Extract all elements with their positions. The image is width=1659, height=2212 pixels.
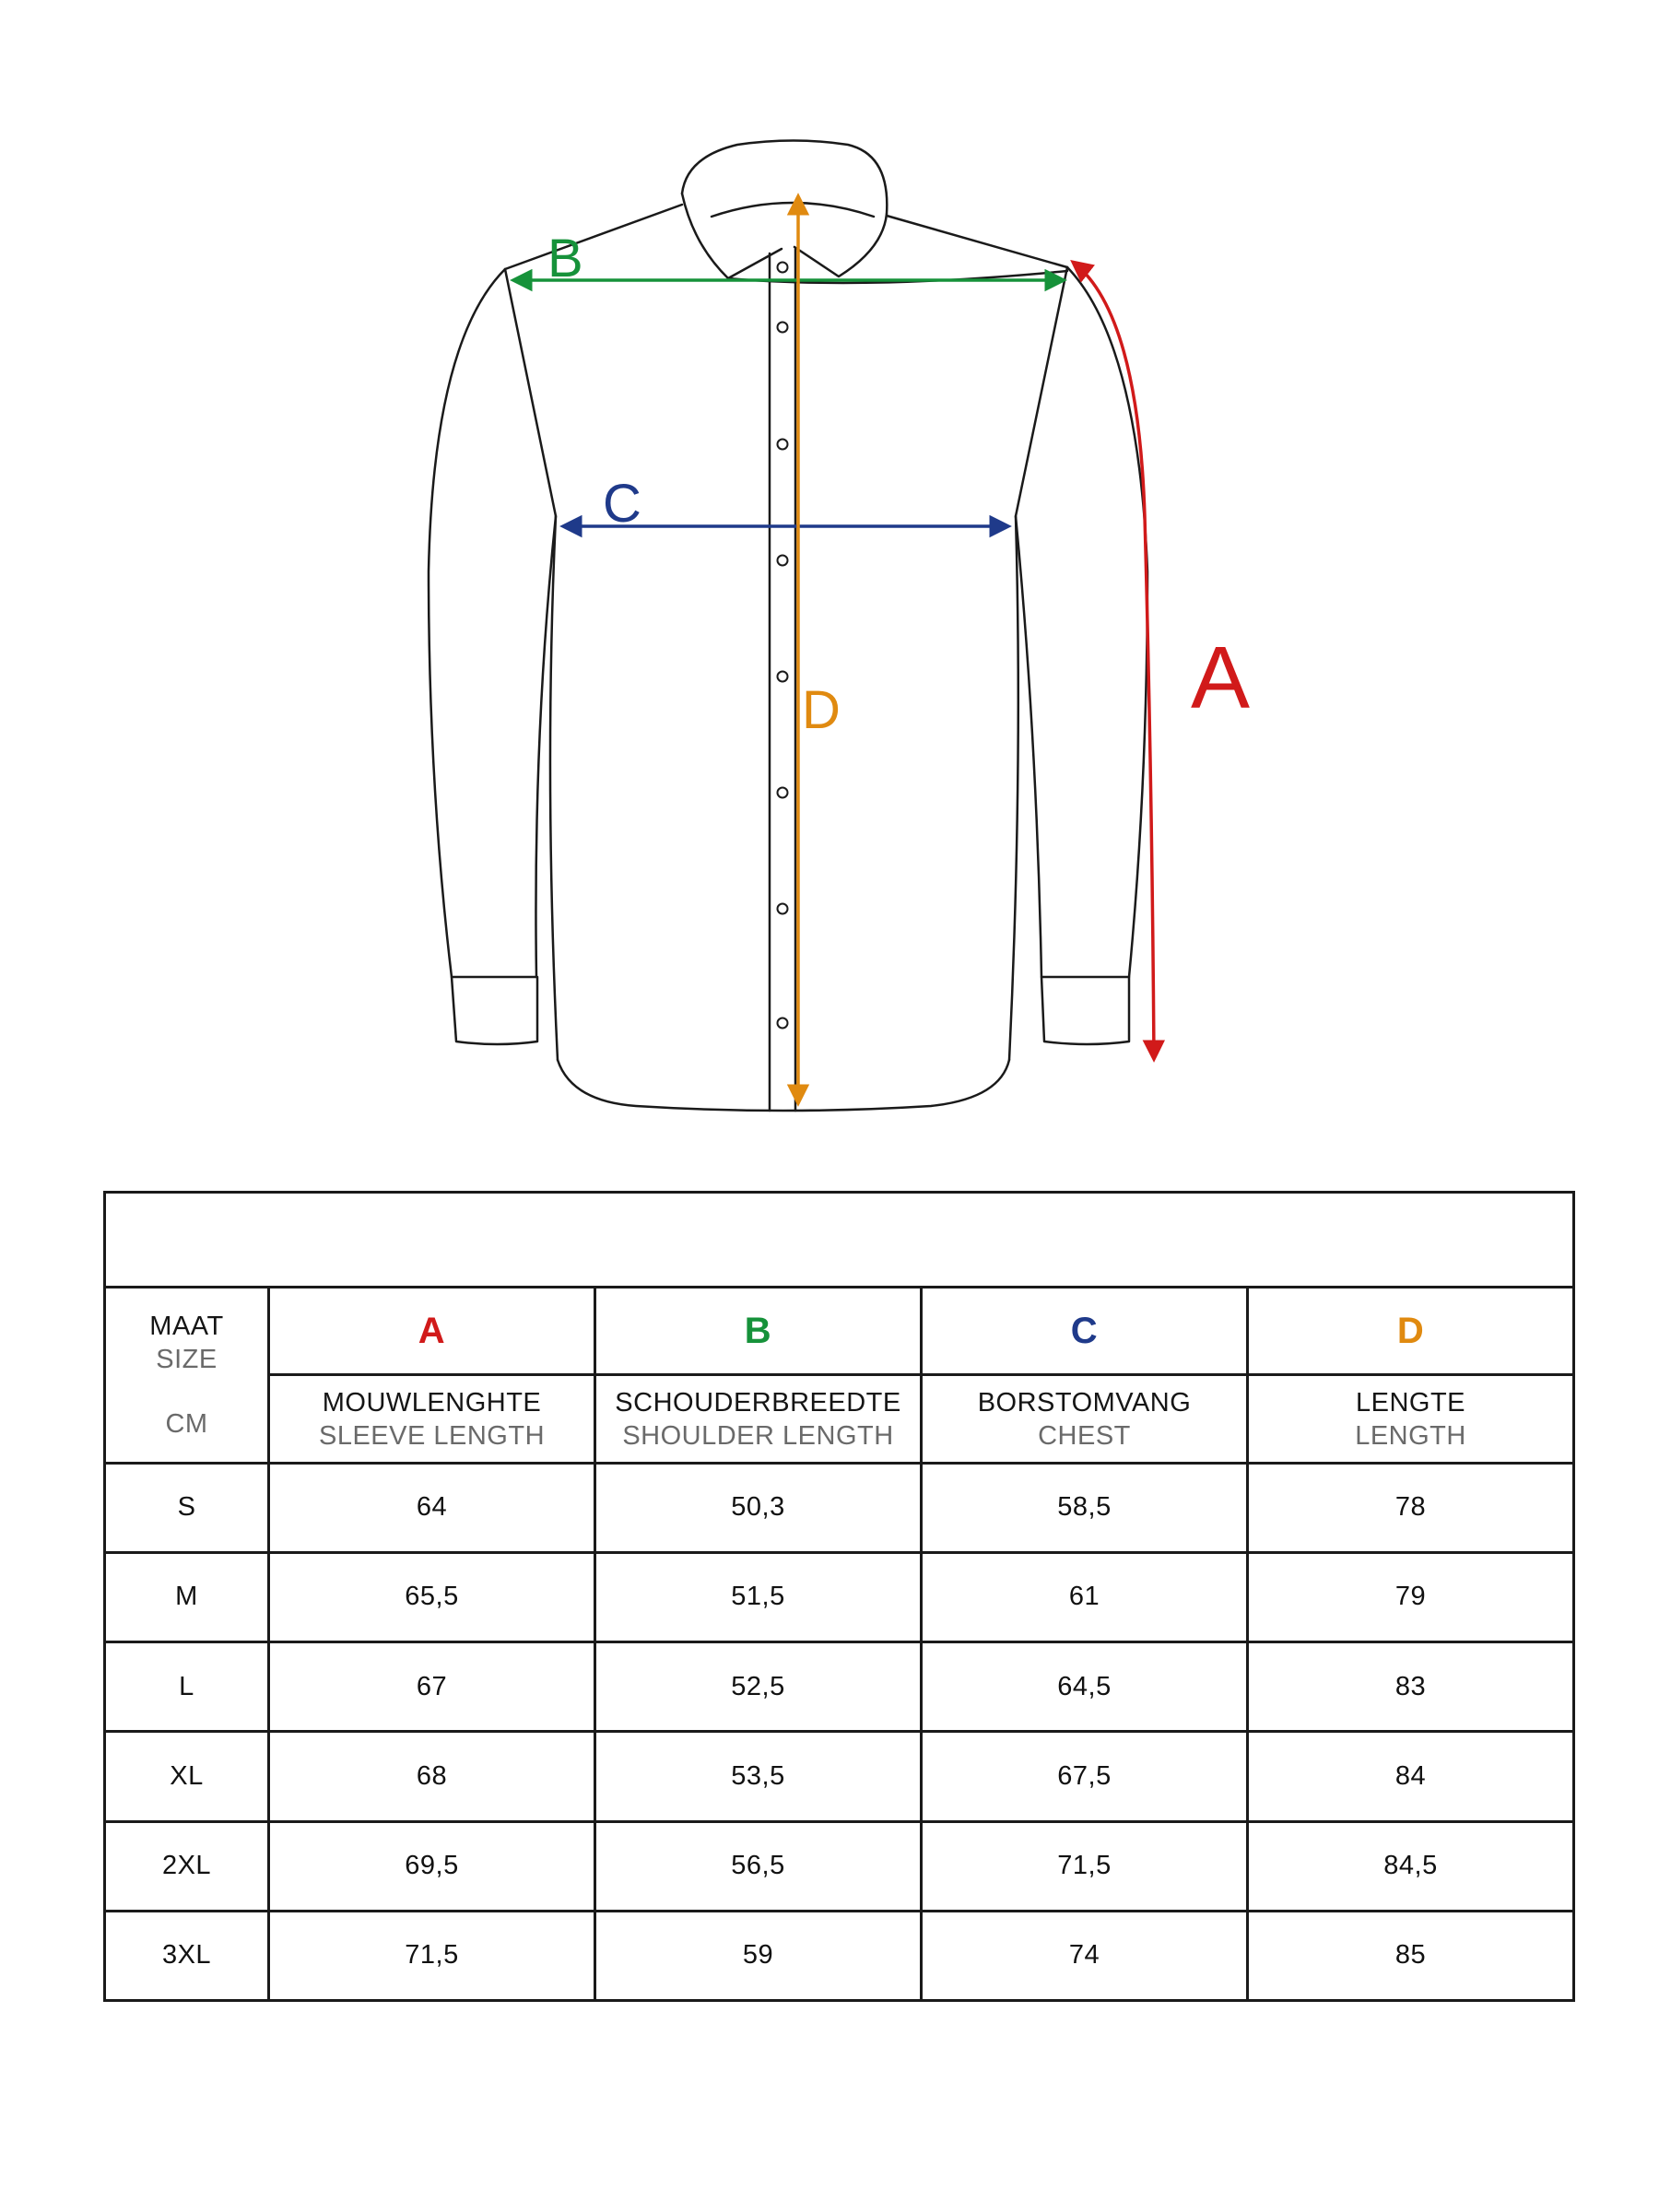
value-cell: 59 <box>595 1911 922 2000</box>
value-cell: 61 <box>922 1552 1248 1641</box>
value-cell: 79 <box>1248 1552 1574 1641</box>
value-cell: 74 <box>922 1911 1248 2000</box>
column-name-c-nl: BORSTOMVANG <box>977 1387 1192 1418</box>
value-cell: 50,3 <box>595 1463 922 1552</box>
column-name-b <box>595 1375 922 1463</box>
measure-a-label: A <box>1191 629 1251 727</box>
size-cell: 3XL <box>105 1911 269 2000</box>
table-letter-row <box>105 1288 1574 1375</box>
column-name-a-en: SLEEVE LENGTH <box>318 1420 546 1451</box>
size-cell: M <box>105 1552 269 1641</box>
column-name-b-en: SHOULDER LENGTH <box>622 1420 894 1451</box>
table-title-row <box>105 1193 1574 1288</box>
value-cell: 84 <box>1248 1732 1574 1821</box>
column-letter-d: D <box>1248 1288 1574 1375</box>
value-cell: 84,5 <box>1248 1821 1574 1911</box>
table-row <box>105 1821 1574 1911</box>
column-letter-c: C <box>922 1288 1248 1375</box>
value-cell: 67,5 <box>922 1732 1248 1821</box>
size-cell: XL <box>105 1732 269 1821</box>
value-cell: 51,5 <box>595 1552 922 1641</box>
table-name-row <box>105 1375 1574 1463</box>
size-cell: L <box>105 1642 269 1732</box>
column-name-b-nl: SCHOUDERBREEDTE <box>615 1387 901 1418</box>
value-cell: 85 <box>1248 1911 1574 2000</box>
table-title <box>105 1193 1574 1288</box>
value-cell: 71,5 <box>922 1821 1248 1911</box>
shirt-outline <box>429 141 1147 1112</box>
value-cell: 64,5 <box>922 1642 1248 1732</box>
size-table <box>103 1191 1575 2002</box>
value-cell: 52,5 <box>595 1642 922 1732</box>
size-header-unit: CM <box>165 1408 208 1439</box>
column-name-c <box>922 1375 1248 1463</box>
measure-d-label: D <box>802 680 841 740</box>
column-letter-b: B <box>595 1288 922 1375</box>
column-name-a-nl: MOUWLENGHTE <box>322 1387 542 1418</box>
size-header-cell <box>105 1288 269 1463</box>
measure-b-label: B <box>547 229 583 288</box>
value-cell: 68 <box>269 1732 595 1821</box>
value-cell: 56,5 <box>595 1821 922 1911</box>
table-row <box>105 1463 1574 1552</box>
column-name-a <box>269 1375 595 1463</box>
value-cell: 65,5 <box>269 1552 595 1641</box>
value-cell: 83 <box>1248 1642 1574 1732</box>
column-letter-a: A <box>269 1288 595 1375</box>
table-row <box>105 1552 1574 1641</box>
column-name-d-nl: LENGTE <box>1356 1387 1466 1418</box>
column-name-d <box>1248 1375 1574 1463</box>
size-header-maat: MAAT <box>149 1311 224 1341</box>
table-row <box>105 1911 1574 2000</box>
measure-c-label: C <box>603 474 641 534</box>
value-cell: 67 <box>269 1642 595 1732</box>
value-cell: 53,5 <box>595 1732 922 1821</box>
value-cell: 71,5 <box>269 1911 595 2000</box>
shirt-buttons <box>778 263 788 1029</box>
measure-a-arrow <box>1074 263 1154 1058</box>
table-row <box>105 1732 1574 1821</box>
column-name-d-en: LENGTH <box>1355 1420 1466 1451</box>
size-cell: S <box>105 1463 269 1552</box>
value-cell: 69,5 <box>269 1821 595 1911</box>
value-cell: 58,5 <box>922 1463 1248 1552</box>
column-name-c-en: CHEST <box>1038 1420 1131 1451</box>
value-cell: 64 <box>269 1463 595 1552</box>
value-cell: 78 <box>1248 1463 1574 1552</box>
size-cell: 2XL <box>105 1821 269 1911</box>
table-row <box>105 1642 1574 1732</box>
size-header-size: SIZE <box>156 1344 218 1374</box>
